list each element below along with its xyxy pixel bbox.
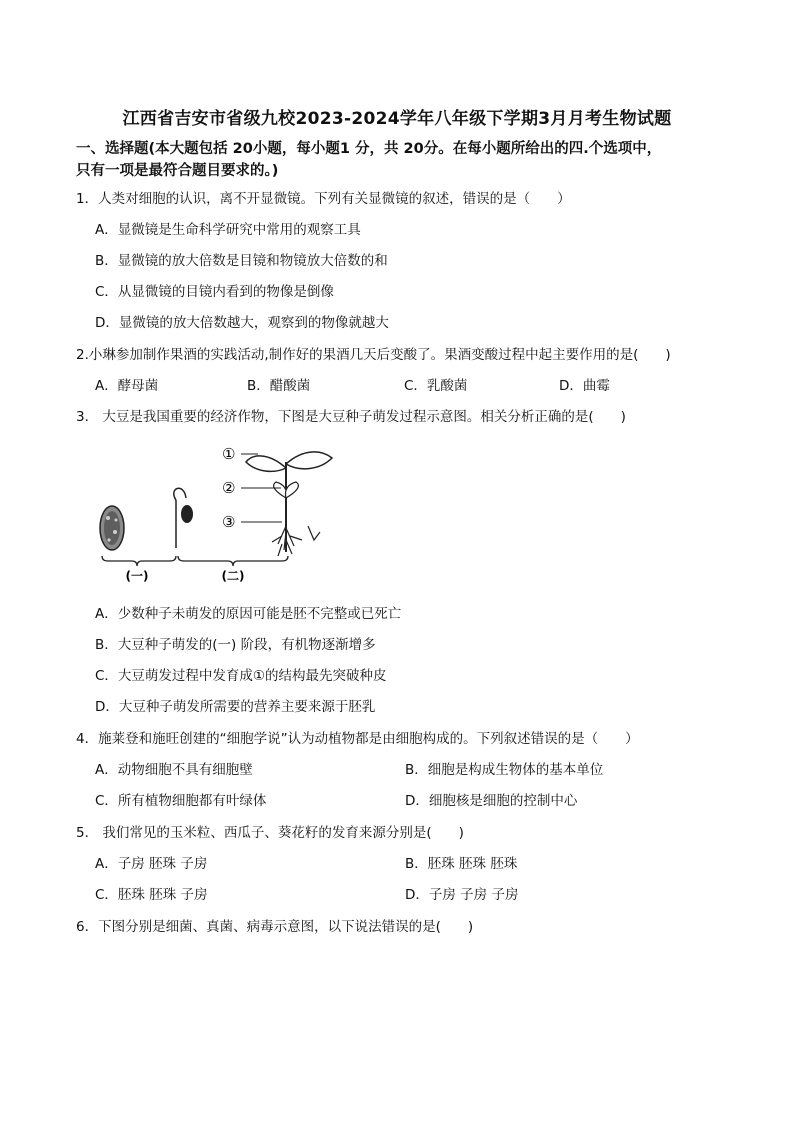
question-2-stem: 2.小琳参加制作果酒的实践活动,制作好的果酒几天后变酸了。果酒变酸过程中起主要作用的是( ) [76,347,671,363]
question-1-stem: 1．人类对细胞的认识，离不开显微镜。下列有关显微镜的叙述，错误的是（ ） [76,191,571,207]
question-1-option-d: D．显微镜的放大倍数越大，观察到的物像就越大 [95,315,389,331]
question-3-option-b: B．大豆种子萌发的(一) 阶段，有机物逐渐增多 [95,637,376,653]
question-3-option-d: D．大豆种子萌发所需要的营养主要来源于胚乳 [95,699,376,715]
section-instruction-line1: 一、选择题(本大题包括 20小题，每小题1 分，共 20分。在每小题所给出的四.个选项中， [76,141,662,157]
question-3-option-a: A．少数种子未萌发的原因可能是胚不完整或已死亡 [95,606,402,622]
question-2-option-d: D．曲霉 [559,378,610,394]
marker-1: ① [222,445,236,463]
soybean-germination-diagram [96,440,346,585]
marker-3: ③ [222,513,236,531]
stage-1-brace [102,556,176,566]
question-5-option-b: B．胚珠 胚珠 胚珠 [405,856,518,872]
question-4-option-a: A．动物细胞不具有细胞壁 [95,762,253,778]
question-5-option-c: C．胚珠 胚珠 子房 [95,887,208,903]
question-1-option-a: A．显微镜是生命科学研究中常用的观察工具 [95,222,361,238]
section-header [76,138,756,182]
question-4-option-d: D．细胞核是细胞的控制中心 [405,793,578,809]
question-5-option-d: D．子房 子房 子房 [405,887,519,903]
question-5-option-a: A．子房 胚珠 子房 [95,856,208,872]
question-4-option-b: B．细胞是构成生物体的基本单位 [405,762,604,778]
question-2-option-c: C．乳酸菌 [404,378,468,394]
marker-2: ② [222,479,236,497]
stage-2-label: (二) [221,569,245,583]
exam-title: 江西省吉安市省级九校2023-2024学年八年级下学期3月月考生物试题 [122,109,672,129]
soybean-seed-image [100,506,124,550]
stage-2-brace [178,556,288,566]
soybean-germination-figure [96,440,346,585]
question-4-option-c: C．所有植物细胞都有叶绿体 [95,793,267,809]
question-2-option-b: B．醋酸菌 [247,378,311,394]
sprouting-seed-image [174,488,193,548]
seedling-image [246,452,332,556]
stage-1-label: (一) [125,569,149,583]
question-1-option-c: C．从显微镜的目镜内看到的物像是倒像 [95,284,334,300]
section-instruction-line2: 只有一项是最符合题目要求的。) [76,163,279,179]
question-4-stem: 4．施莱登和施旺创建的“细胞学说”认为动植物都是由细胞构成的。下列叙述错误的是（ ） [76,731,639,747]
question-5-stem: 5． 我们常见的玉米粒、西瓜子、葵花籽的发育来源分别是( ) [76,825,464,841]
question-3-option-c: C．大豆萌发过程中发育成①的结构最先突破种皮 [95,668,387,684]
question-3-stem: 3． 大豆是我国重要的经济作物，下图是大豆种子萌发过程示意图。相关分析正确的是( ) [76,409,626,425]
question-1-option-b: B．显微镜的放大倍数是目镜和物镜放大倍数的和 [95,253,388,269]
question-2-option-a: A．酵母菌 [95,378,159,394]
question-6-stem: 6．下图分别是细菌、真菌、病毒示意图，以下说法错误的是( ) [76,919,474,935]
